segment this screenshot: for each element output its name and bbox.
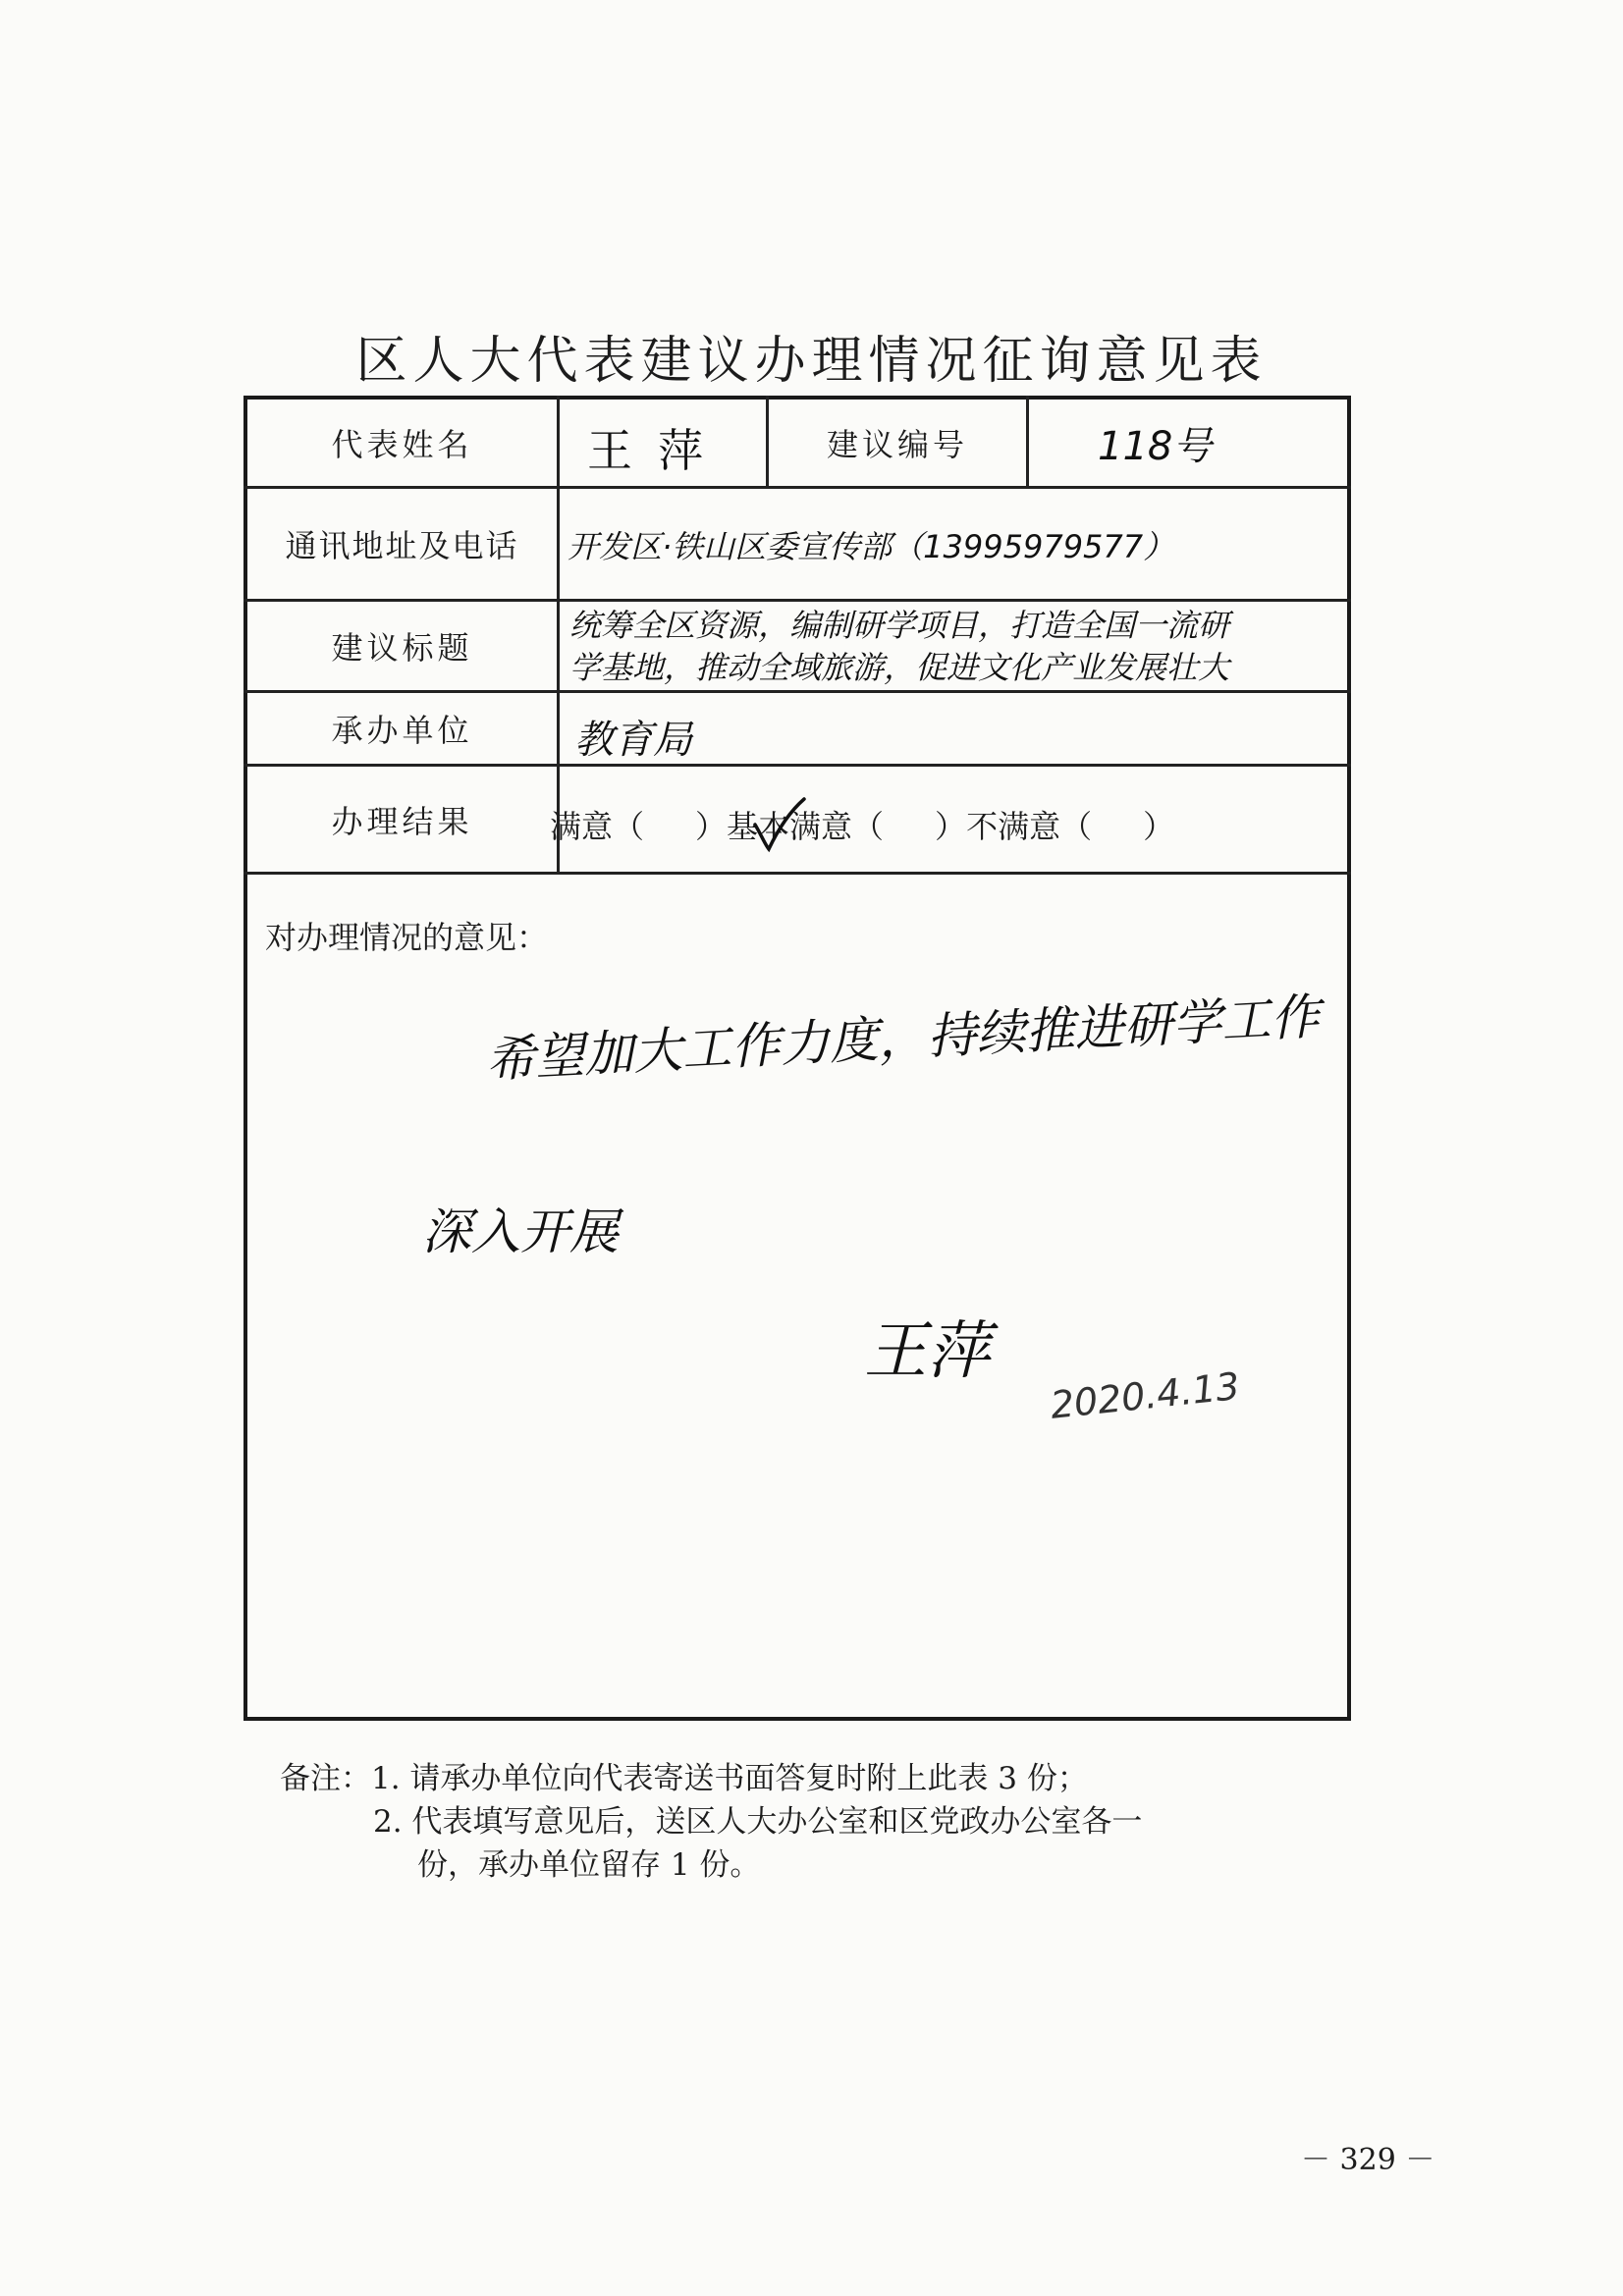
subject-value-line2: 学基地，推动全域旅游，促进文化产业发展壮大	[569, 649, 1230, 686]
column-divider	[1026, 396, 1029, 487]
row-divider	[243, 872, 1351, 875]
checkmark-icon	[751, 795, 808, 854]
suggestion-number-value: 118号	[1098, 424, 1213, 469]
satisfied-close: ）	[695, 808, 728, 845]
not-satisfied-option: 不满意（	[966, 808, 1093, 845]
basic-close: ）	[935, 808, 967, 845]
handling-unit-value: 教育局	[574, 718, 692, 763]
signature: 王萍	[864, 1315, 990, 1388]
page-number: － 329 －	[1301, 2143, 1435, 2177]
not-close: ）	[1143, 808, 1175, 845]
address-label: 通讯地址及电话	[285, 527, 519, 564]
footnote-1: 备注：1. 请承办单位向代表寄送书面答复时附上此表 3 份；	[280, 1761, 1088, 1796]
satisfied-option: 满意（	[550, 808, 645, 845]
name-label: 代表姓名	[331, 425, 473, 463]
unit-label: 承办单位	[331, 712, 473, 749]
result-options	[550, 780, 1316, 869]
representative-name-value: 王萍	[587, 424, 729, 477]
signature-date: 2020.4.13	[1048, 1363, 1242, 1427]
subject-label: 建议标题	[331, 629, 473, 667]
number-label: 建议编号	[826, 425, 968, 463]
basic-satisfied-option: 基本满意（	[727, 808, 885, 845]
opinion-text-line2: 深入开展	[422, 1203, 619, 1260]
form-title: 区人大代表建议办理情况征询意见表	[355, 332, 1268, 391]
footnotes	[280, 1757, 1142, 1887]
address-phone-value: 开发区·铁山区委宣传部（13995979577）	[568, 528, 1175, 565]
result-label: 办理结果	[331, 802, 473, 840]
subject-value-line1: 统筹全区资源，编制研学项目，打造全国一流研	[569, 607, 1230, 644]
footnote-2: 2. 代表填写意见后，送区人大办公室和区党政办公室各一	[373, 1804, 1143, 1840]
opinion-section-label: 对办理情况的意见：	[265, 919, 549, 956]
footnote-3: 份，承办单位留存 1 份。	[417, 1847, 761, 1883]
opinion-text-line1: 希望加大工作力度，持续推进研学工作	[484, 988, 1322, 1089]
